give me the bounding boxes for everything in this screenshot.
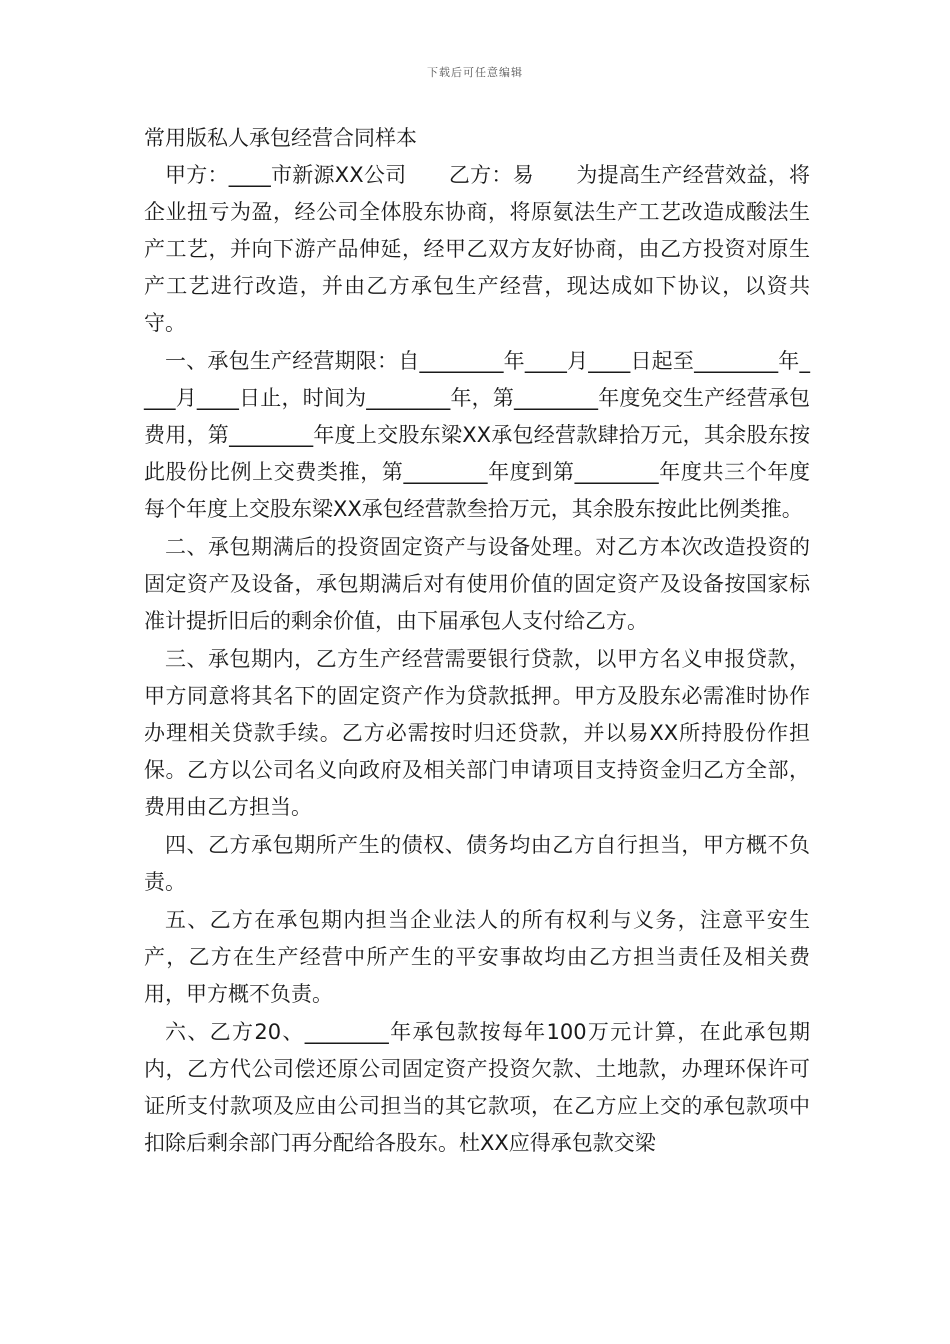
paragraph-clause-5: 五、乙方在承包期内担当企业法人的所有权利与义务，注意平安生产，乙方在生产经营中所产生的平安事故均由乙方担当责任及相关费用，甲方概不负责。	[144, 908, 810, 1006]
paragraph-clause-4: 四、乙方承包期所产生的债权、债务均由乙方自行担当，甲方概不负责。	[144, 833, 810, 894]
paragraph-clause-3: 三、承包期内，乙方生产经营需要银行贷款，以甲方名义申报贷款，甲方同意将其名下的固定资产作为贷款抵押。甲方及股东必需准时协作办理相关贷款手续。乙方必需按时归还贷款，并以易XX所持股份作担保。乙方以公司名义向政府及相关部门申请项目支持资金归乙方全部，费用由乙方担当。	[144, 647, 810, 819]
document-title: 常用版私人承包经营合同样本	[144, 126, 417, 150]
paragraph-clause-6: 六、乙方20、________年承包款按每年100万元计算，在此承包期内，乙方代公司偿还原公司固定资产投资欠款、土地款，办理环保许可证所支付款项及应由公司担当的其它款项，在乙方应上交的承包款项中扣除后剩余部门再分配给各股东。杜XX应得承包款交梁	[144, 1020, 810, 1155]
paragraph-intro: 甲方：____市新源XX公司 乙方：易 为提高生产经营效益，将企业扭亏为盈，经公司全体股东协商，将原氨法生产工艺改造成酸法生产工艺，并向下游产品伸延，经甲乙双方友好协商，由乙方投资对原生产工艺进行改造，并由乙方承包生产经营，现达成如下协议，以资共守。	[144, 163, 810, 335]
paragraph-clause-2: 二、承包期满后的投资固定资产与设备处理。对乙方本次改造投资的固定资产及设备，承包期满后对有使用价值的固定资产及设备按国家标准计提折旧后的剩余价值，由下届承包人支付给乙方。	[144, 535, 810, 633]
document-body	[144, 120, 810, 1163]
header-note: 下载后可任意编辑	[427, 66, 523, 79]
paragraph-clause-1: 一、承包生产经营期限：自________年____月____日起至________年____月____日止，时间为________年，第________年度免交生产经营承包费用，第________年度上交股东梁XX承包经营款肆拾万元，其余股东按此股份比例上交费类推，第________年度到第________年度共三个年度每个年度上交股东梁XX承包经营款叁拾万元，其余股东按此比例类推。	[144, 349, 810, 521]
